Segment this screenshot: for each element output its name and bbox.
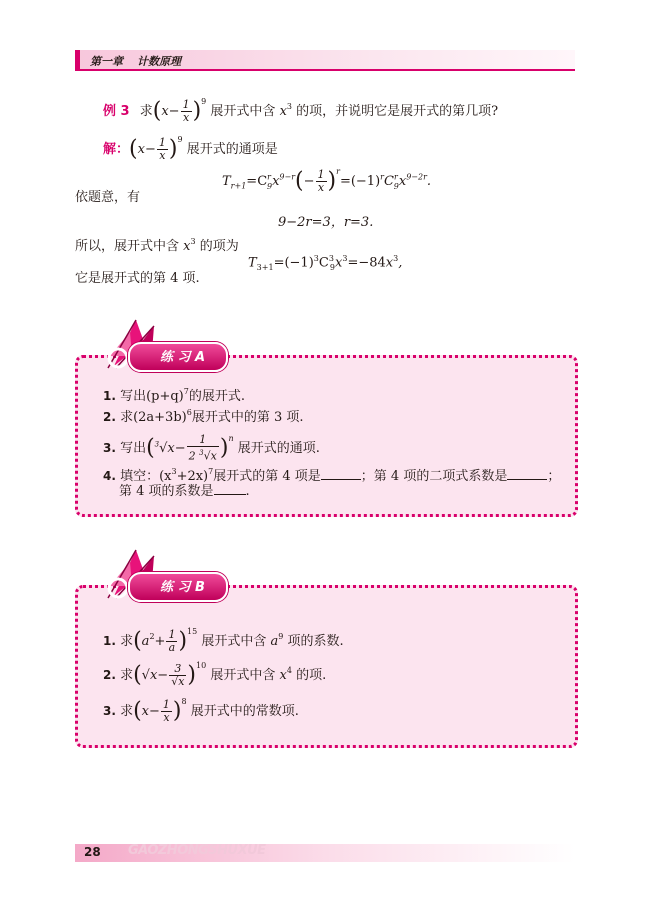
practice-a-item-2-post: 展开式中的第 3 项.	[191, 410, 304, 425]
practice-a-blank-2[interactable]	[507, 479, 547, 480]
general-term-right: =(−1)	[339, 174, 381, 189]
practice-b-item-1-pre: 求	[120, 634, 134, 649]
footer-watermark: GAOZHONGSHUXUE	[128, 843, 266, 858]
example-question-pre: 求	[139, 104, 153, 119]
equation: 9−2r=3，r=3.	[278, 215, 374, 230]
practice-a-item-4-pre: 填空：(x	[120, 469, 172, 484]
chapter-header	[90, 53, 181, 69]
practice-b-title: 练 习 B	[160, 580, 205, 595]
general-term-lhs: T	[222, 174, 231, 189]
practice-a-item-3-num: 3.	[103, 441, 116, 455]
per-meaning: 依题意，有	[75, 190, 141, 205]
practice-a-item-4: 4. 填空：$(x^3+2x)^7$展开式的第 4 项是 ；第 4 项的二项式系数是 ；	[103, 467, 561, 484]
practice-a-item-4-post2: ；第 4 项的二项式系数是	[360, 469, 508, 484]
chapter-header-rule	[75, 69, 575, 71]
practice-a-item-4-mid: +2x)	[176, 469, 209, 484]
general-term-mid: =C	[246, 174, 268, 189]
practice-a-item-1-exp: 7	[183, 387, 189, 396]
practice-a-item-4-post: 展开式的第 4 项是	[213, 469, 321, 484]
practice-a-title: 练 习 A	[160, 350, 206, 365]
chapter-number: 第一章	[90, 55, 123, 68]
example-question-post: 展开式中含	[210, 104, 276, 119]
practice-b-item-1-post: 展开式中含	[201, 634, 267, 649]
practice-b-item-2-pre: 求	[120, 668, 134, 683]
term-formula-lhs: T	[248, 255, 257, 271]
conclusion: 它是展开式的第 4 项.	[75, 271, 200, 286]
practice-b-item-2-post: 展开式中含	[210, 668, 276, 683]
therefore-pre: 所以，展开式中含	[75, 239, 180, 254]
example-label: 例 3	[103, 104, 130, 119]
page-number: 28	[84, 845, 101, 859]
practice-a-item-4-line2	[119, 483, 250, 501]
practice-a-item-2-pre: 求(2a+3b)	[120, 410, 187, 425]
practice-a-item-1-num: 1.	[103, 389, 116, 403]
practice-a-item-3-post: 展开式的通项.	[237, 441, 320, 456]
practice-b-item-2-tail: 的项.	[296, 668, 327, 683]
general-term-formula: $T_{r+1}=C^r_9x^{9-r}(-$ $\frac{1}{x}$ )$^r=(-1)^rC^r_9x^{9-2r}$.	[222, 167, 432, 194]
practice-b-item-2: 2. 求(√x− $\frac{3}{√x}$ )$^{10}$ 展开式中含 $x^4$ 的项.	[103, 661, 327, 688]
practice-a-blank-1[interactable]	[321, 479, 361, 480]
solution-text: 展开式的通项是	[186, 142, 278, 157]
example-question: 例 3 求(x− $\frac{1}{x}$ )$^9$ 展开式中含 $x^3$ 的项，并说明它是展开式的第几项?	[103, 97, 499, 124]
practice-a-item-4-line2-text: 第 4 项的系数是	[119, 484, 214, 499]
therefore-post: 的项为	[199, 239, 239, 254]
practice-a-item-1-pre: 写出(p+q)	[120, 389, 184, 404]
practice-b-item-3-num: 3.	[103, 704, 116, 718]
solution-line: 解：(x− $\frac{1}{x}$ )$^9$ 展开式的通项是	[103, 135, 278, 162]
practice-a-item-2-exp: 6	[186, 408, 192, 417]
practice-a-item-3-pre: 写出	[120, 441, 147, 456]
practice-a-item-4-line2-end: .	[245, 484, 250, 499]
term-formula: $T_{3+1}=(-1)^3C^3_9x^3=-84x^3$,	[248, 254, 403, 272]
example-question-tail: 的项，并说明它是展开式的第几项?	[296, 104, 499, 119]
practice-b-item-2-num: 2.	[103, 668, 116, 682]
practice-a-item-2	[103, 404, 303, 427]
chapter-header-accent	[75, 50, 80, 70]
practice-a-item-3: 3. 写出($^3$√x− $\frac{1}{2 ^3√x}$ )$^n$ 展开式的通项.	[103, 433, 320, 463]
practice-b-item-1-tail: 项的系数.	[287, 634, 344, 649]
practice-a-item-4-num: 4.	[103, 469, 116, 483]
practice-b-item-1: 1. 求($a^2+$ $\frac{1}{a}$ )$^{15}$ 展开式中含 $a^9$ 项的系数.	[103, 627, 344, 654]
therefore-line: 所以，展开式中含 $x^3$ 的项为	[75, 237, 239, 254]
practice-a-item-2-num: 2.	[103, 410, 116, 424]
practice-b-item-3: 3. 求(x− $\frac{1}{x}$ )$^8$ 展开式中的常数项.	[103, 697, 299, 724]
practice-a-item-1	[103, 383, 245, 406]
practice-b-item-3-pre: 求	[120, 704, 134, 719]
practice-b-item-1-num: 1.	[103, 634, 116, 648]
practice-a-item-4-exp: 7	[208, 467, 214, 476]
practice-a-blank-3[interactable]	[214, 494, 246, 495]
chapter-title: 计数原理	[137, 55, 181, 68]
practice-a-item-4-post3: ；	[547, 469, 561, 484]
practice-b-item-3-post: 展开式中的常数项.	[190, 704, 299, 719]
solution-label: 解：	[103, 142, 130, 157]
practice-a-item-1-post: 的展开式.	[188, 389, 245, 404]
